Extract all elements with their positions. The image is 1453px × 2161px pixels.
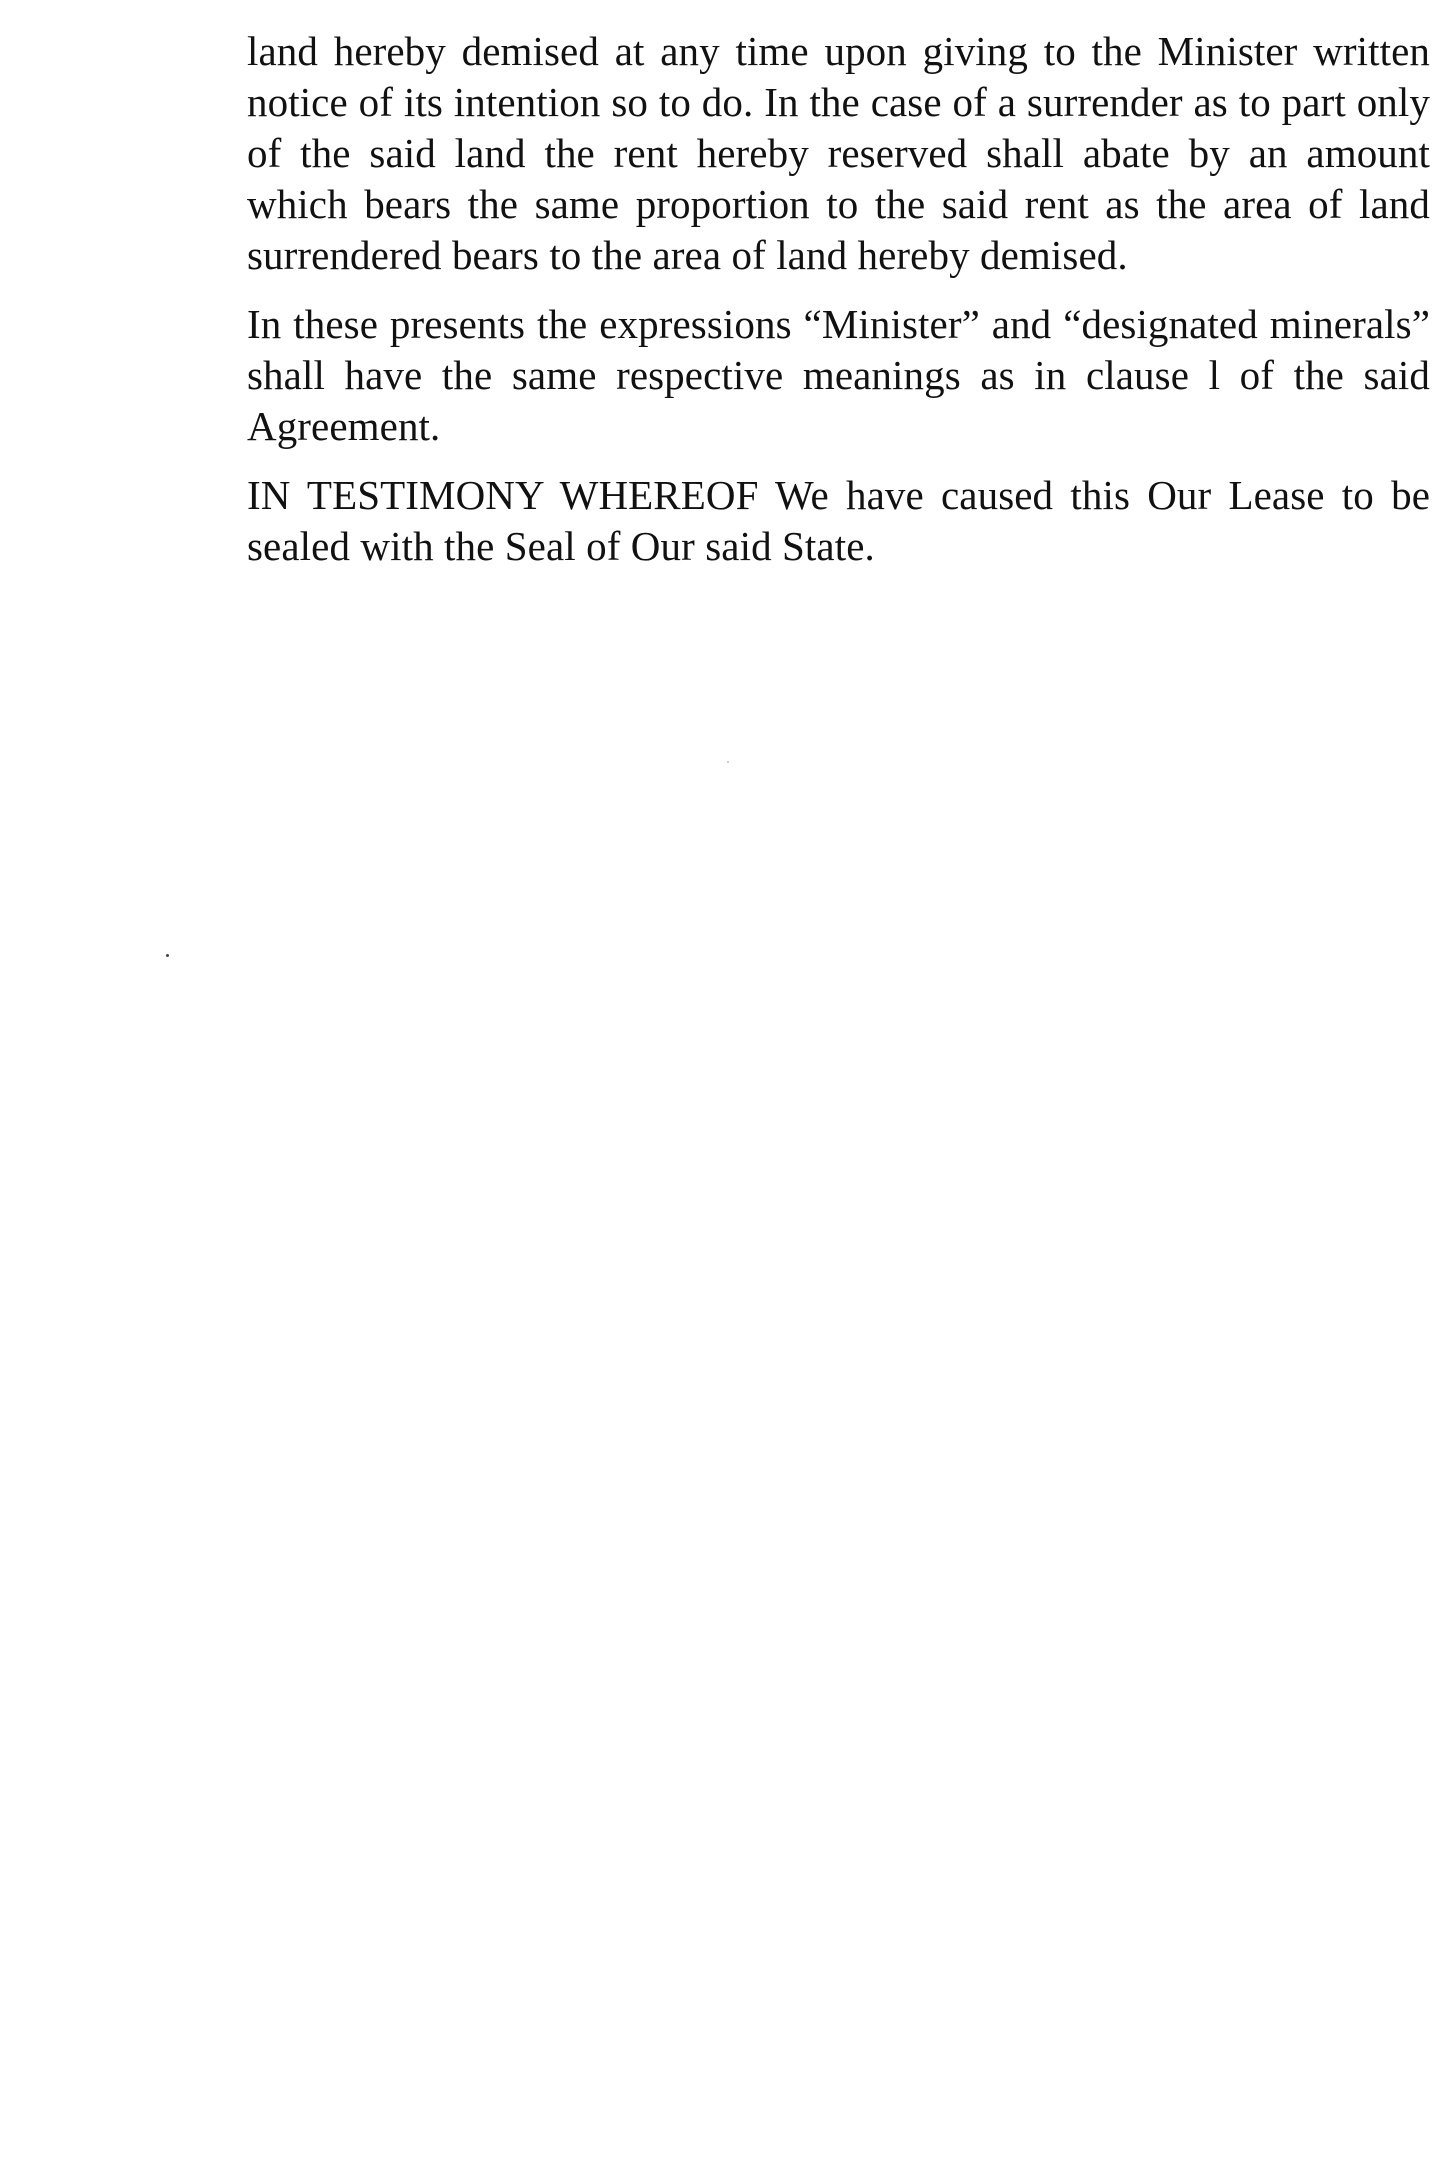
paragraph-testimony: IN TESTIMONY WHEREOF We have caused this Our Lease to be sealed with the Seal of Our said State. — [247, 472, 1430, 569]
paragraph-definitions: In these presents the expressions “Minister” and “designated minerals” shall have the same respective meanings as in clause l of the said Agreement. — [247, 301, 1430, 449]
scan-speck — [166, 954, 169, 957]
lease-text — [247, 26, 1430, 590]
scan-speck — [727, 761, 729, 763]
paragraph-surrender-clause: land hereby demised at any time upon giving to the Minister written notice of its intention so to do. In the case of a surrender as to part only of the said land the rent hereby reserved shall abate by an amount which bears the same proportion to the said rent as the area of land surrendered bears to the area of land hereby demised. — [247, 28, 1430, 278]
